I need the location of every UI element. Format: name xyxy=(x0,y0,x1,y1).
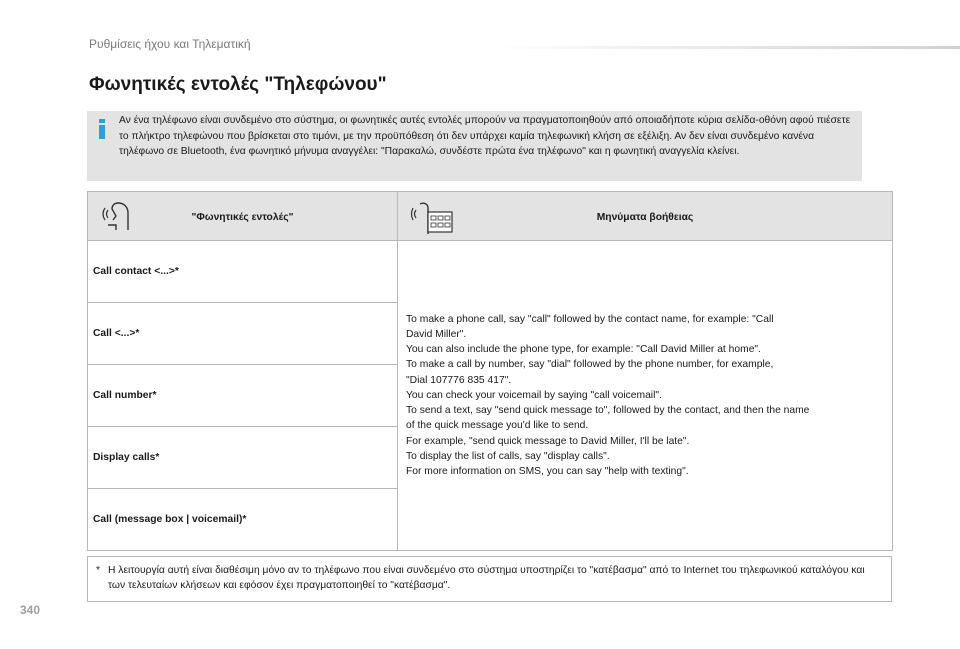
table-header-row xyxy=(88,192,893,241)
help-line: David Miller". xyxy=(406,329,467,341)
help-line: To make a call by number, say "dial" followed by the phone number, for example, xyxy=(406,359,774,371)
page-number: 340 xyxy=(20,603,41,617)
command-call-number: Call number* xyxy=(88,365,398,427)
help-line: "Dial 107776 835 417". xyxy=(406,374,512,386)
command-display-calls: Display calls* xyxy=(88,427,398,489)
footnote xyxy=(87,556,892,602)
table-row xyxy=(88,241,893,303)
command-call-voicemail: Call (message box | voicemail)* xyxy=(88,489,398,551)
command-call-contact: Call contact <...>* xyxy=(88,241,398,303)
help-line: For more information on SMS, you can say "help with texting". xyxy=(406,465,689,477)
header-help-messages xyxy=(398,192,893,241)
header-voice-commands-label: "Φωνητικές εντολές" xyxy=(191,211,294,223)
page-title: Φωνητικές εντολές "Τηλεφώνου" xyxy=(89,74,387,95)
help-line: of the quick message you'd like to send. xyxy=(406,420,589,432)
help-message-cell xyxy=(398,241,893,551)
command-call: Call <...>* xyxy=(88,303,398,365)
help-line: To send a text, say "send quick message to", followed by the contact, and then the name xyxy=(406,405,810,417)
footnote-mark: * xyxy=(96,565,101,576)
help-line: To make a phone call, say "call" followed by the contact name, for example: "Call xyxy=(406,313,774,325)
section-header: Ρυθμίσεις ήχου και Τηλεματική xyxy=(89,37,251,51)
info-icon xyxy=(97,119,107,139)
info-box xyxy=(87,111,862,181)
header-divider xyxy=(490,46,960,49)
help-line: You can also include the phone type, for example: "Call David Miller at home". xyxy=(406,344,761,356)
voice-command-icon xyxy=(100,200,136,234)
footnote-text: Η λειτουργία αυτή είναι διαθέσιμη μόνο αν το τηλέφωνο που είναι συνδεμένο στο σύστημα υποστηρίζει το "κατέβασμα" από το Internet του τηλεφωνικού καταλόγου και των τελευταίων κλήσεων και εφόσον έχει πραγματοποιηθεί το "κατέβασμα". xyxy=(108,565,865,591)
header-voice-commands xyxy=(88,192,398,241)
help-line: To display the list of calls, say "display calls". xyxy=(406,450,610,462)
voice-commands-table xyxy=(87,191,893,551)
voice-help-screen-icon xyxy=(410,200,454,236)
info-text: Αν ένα τηλέφωνο είναι συνδεμένο στο σύστημα, οι φωνητικές αυτές εντολές μπορούν να πραγματοποιηθούν από οποιαδήποτε κύρια σελίδα-οθόνη αφού πιέσετε το πλήκτρο τηλεφώνου που βρίσκεται στο τιμόνι, με την προϋπόθεση ότι δεν υπάρχει καμία τηλεφωνική κλήση σε εξέλιξη. Αν δεν είναι συνδεμένο κανένα τηλέφωνο σε Bluetooth, ένα φωνητικό μήνυμα αναγγέλει: "Παρακαλώ, συνδέστε πρώτα ένα τηλέφωνο" και η φωνητική αναγγελία κλείνει. xyxy=(119,115,851,157)
header-help-messages-label: Μηνύματα βοήθειας xyxy=(596,211,694,223)
help-line: You can check your voicemail by saying "call voicemail". xyxy=(406,389,662,401)
help-line: For example, "send quick message to David Miller, I'll be late". xyxy=(406,435,690,447)
